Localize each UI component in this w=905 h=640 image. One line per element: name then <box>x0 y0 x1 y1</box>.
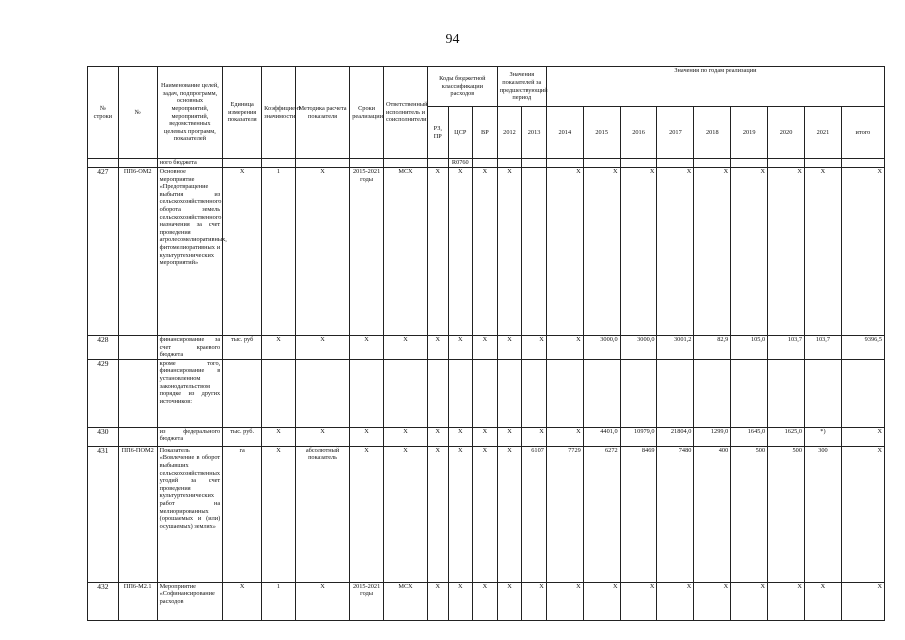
table-body <box>88 159 885 621</box>
cell-name: ного бюджета <box>157 159 223 168</box>
cell-y2021: X <box>804 582 841 620</box>
cell-y2020: 500 <box>768 446 805 582</box>
cell-y2019: 105,0 <box>731 336 768 360</box>
cell-num: 429 <box>88 359 119 427</box>
cell-y2020: X <box>768 168 805 336</box>
cell-name: из федерального бюджета <box>157 427 223 446</box>
header-period: Сроки реализации <box>350 67 384 159</box>
cell-y2019: X <box>731 168 768 336</box>
cell-y2014 <box>546 359 583 427</box>
cell-y2015 <box>583 359 620 427</box>
cell-y2019: 1645,0 <box>731 427 768 446</box>
cell-y2012: X <box>497 582 522 620</box>
header-vr: ВР <box>473 107 498 159</box>
cell-period: X <box>350 336 384 360</box>
cell-num: 428 <box>88 336 119 360</box>
cell-csr <box>448 359 473 427</box>
cell-code <box>118 336 157 360</box>
table-row <box>88 446 885 582</box>
cell-period <box>350 359 384 427</box>
cell-y2018: 1299,0 <box>694 427 731 446</box>
header-2016: 2016 <box>620 107 657 159</box>
cell-y2020: X <box>768 582 805 620</box>
cell-total: X <box>841 427 884 446</box>
cell-name: Мероприятие «Софинансирование расходов <box>157 582 223 620</box>
cell-y2012: X <box>497 168 522 336</box>
cell-y2014: X <box>546 336 583 360</box>
cell-rz: X <box>428 336 448 360</box>
header-2015: 2015 <box>583 107 620 159</box>
cell-total: X <box>841 582 884 620</box>
cell-unit: тыс. руб <box>223 336 262 360</box>
table-row-continuation <box>88 159 885 168</box>
cell-rz <box>428 359 448 427</box>
cell-y2016 <box>620 359 657 427</box>
cell-total: 9396,5 <box>841 336 884 360</box>
cell-y2021: X <box>804 168 841 336</box>
cell-csr: X <box>448 446 473 582</box>
cell-y2019: X <box>731 582 768 620</box>
cell-y2018 <box>694 359 731 427</box>
cell-resp <box>383 359 427 427</box>
cell-y2017: X <box>657 168 694 336</box>
page-number: 94 <box>445 32 460 47</box>
cell-rz: X <box>428 168 448 336</box>
cell-period: 2015-2021 годы <box>350 168 384 336</box>
cell-resp: X <box>383 427 427 446</box>
cell-resp: МСХ <box>383 168 427 336</box>
cell-code: ПП6-ПОМ2 <box>118 446 157 582</box>
cell-y2017: X <box>657 582 694 620</box>
cell-y2012: X <box>497 336 522 360</box>
cell-unit: тыс. руб. <box>223 427 262 446</box>
cell-y2018: 82,9 <box>694 336 731 360</box>
cell-method: X <box>295 168 349 336</box>
header-prev: Значения показателей за предшествующий период <box>497 67 546 107</box>
cell-csr: X <box>448 582 473 620</box>
cell-vr <box>473 359 498 427</box>
cell-y2015: 4401,0 <box>583 427 620 446</box>
cell-y2018: 400 <box>694 446 731 582</box>
cell-method: X <box>295 336 349 360</box>
cell-y2015: X <box>583 168 620 336</box>
cell-csr: R0760 <box>448 159 473 168</box>
table-header <box>88 67 885 159</box>
cell-coef: X <box>262 427 296 446</box>
cell-num: 427 <box>88 168 119 336</box>
cell-y2013 <box>522 359 547 427</box>
cell-y2014: 7729 <box>546 446 583 582</box>
cell-num: 431 <box>88 446 119 582</box>
cell-y2020: 1625,0 <box>768 427 805 446</box>
header-2019: 2019 <box>731 107 768 159</box>
cell-period: X <box>350 427 384 446</box>
cell-unit: X <box>223 168 262 336</box>
cell-y2018: X <box>694 168 731 336</box>
cell-code: ПП6-М2.1 <box>118 582 157 620</box>
cell-name: Основное мероприятие «Предотвращение выбытия из сельскохозяйственного оборота земель сельскохозяйственного назначения за счет проведения агролесомелиоративных, фитомелиоративных и культуртехнических мероприятий» <box>157 168 223 336</box>
header-2018: 2018 <box>694 107 731 159</box>
cell-y2019: 500 <box>731 446 768 582</box>
cell-vr: X <box>473 336 498 360</box>
cell-y2015: 6272 <box>583 446 620 582</box>
cell-coef: X <box>262 336 296 360</box>
cell-y2014: X <box>546 168 583 336</box>
cell-method: X <box>295 427 349 446</box>
cell-code <box>118 427 157 446</box>
header-total: итого <box>841 107 884 159</box>
header-row-no: № строки <box>88 67 119 159</box>
cell-y2020 <box>768 359 805 427</box>
cell-y2013: X <box>522 582 547 620</box>
cell-y2013: X <box>522 427 547 446</box>
header-2013: 2013 <box>522 107 547 159</box>
cell-rz: X <box>428 446 448 582</box>
cell-unit: га <box>223 446 262 582</box>
cell-y2013: X <box>522 336 547 360</box>
cell-name: Показатель «Вовлечение в оборот выбывших сельскохозяйственных угодий за счет проведения культуртехнических работ на мелиорированных (орошаемых и (или) осушаемых) землях» <box>157 446 223 582</box>
cell-code: ПП6-ОМ2 <box>118 168 157 336</box>
cell-y2014: X <box>546 427 583 446</box>
cell-coef <box>262 359 296 427</box>
table-row <box>88 582 885 620</box>
cell-num: 432 <box>88 582 119 620</box>
header-2021: 2021 <box>804 107 841 159</box>
cell-y2015: X <box>583 582 620 620</box>
cell-method <box>295 359 349 427</box>
header-unit: Единица измерения показателя <box>223 67 262 159</box>
cell-csr: X <box>448 168 473 336</box>
cell-y2016: X <box>620 168 657 336</box>
cell-num: 430 <box>88 427 119 446</box>
cell-vr: X <box>473 427 498 446</box>
cell-y2016: 10979,0 <box>620 427 657 446</box>
cell-y2017 <box>657 359 694 427</box>
cell-y2015: 3000,0 <box>583 336 620 360</box>
cell-resp: X <box>383 446 427 582</box>
table-row <box>88 359 885 427</box>
header-resp: Ответственный исполнитель и соисполнители <box>383 67 427 159</box>
header-coef: Коэффициент значимости <box>262 67 296 159</box>
cell-y2020: 103,7 <box>768 336 805 360</box>
cell-y2018: X <box>694 582 731 620</box>
cell-rz: X <box>428 582 448 620</box>
table-row <box>88 168 885 336</box>
header-method: Методика расчета показателя <box>295 67 349 159</box>
cell-y2021: *) <box>804 427 841 446</box>
cell-y2017: 3001,2 <box>657 336 694 360</box>
cell-unit: X <box>223 582 262 620</box>
cell-vr: X <box>473 582 498 620</box>
cell-vr: X <box>473 168 498 336</box>
cell-y2016: 3000,0 <box>620 336 657 360</box>
header-2017: 2017 <box>657 107 694 159</box>
header-code: № <box>118 67 157 159</box>
cell-y2021 <box>804 359 841 427</box>
header-name: Наименование целей, задач, подпрограмм, основных мероприятий, мероприятий, ведомственных целевых программ, показателей <box>157 67 223 159</box>
cell-code <box>118 359 157 427</box>
header-2014: 2014 <box>546 107 583 159</box>
cell-y2012: X <box>497 427 522 446</box>
cell-csr: X <box>448 427 473 446</box>
cell-total: X <box>841 168 884 336</box>
cell-y2021: 103,7 <box>804 336 841 360</box>
cell-coef: 1 <box>262 168 296 336</box>
cell-y2013: 6107 <box>522 446 547 582</box>
cell-vr: X <box>473 446 498 582</box>
cell-total: X <box>841 446 884 582</box>
header-2020: 2020 <box>768 107 805 159</box>
cell-y2016: X <box>620 582 657 620</box>
cell-resp: МСХ <box>383 582 427 620</box>
cell-name: кроме того, финансирование в установленном законодательством порядке из других источников: <box>157 359 223 427</box>
cell-y2017: 7480 <box>657 446 694 582</box>
table-row <box>88 427 885 446</box>
cell-method: X <box>295 582 349 620</box>
table-row <box>88 336 885 360</box>
cell-period: X <box>350 446 384 582</box>
cell-y2021: 300 <box>804 446 841 582</box>
cell-y2013 <box>522 168 547 336</box>
header-2012: 2012 <box>497 107 522 159</box>
cell-y2012 <box>497 359 522 427</box>
header-years: Значения по годам реализации <box>546 67 884 107</box>
cell-rz: X <box>428 427 448 446</box>
header-csr: ЦСР <box>448 107 473 159</box>
cell-coef: 1 <box>262 582 296 620</box>
header-rz: РЗ, ПР <box>428 107 448 159</box>
cell-period: 2015-2021 годы <box>350 582 384 620</box>
cell-csr: X <box>448 336 473 360</box>
cell-coef: X <box>262 446 296 582</box>
cell-unit <box>223 359 262 427</box>
cell-method: абсолютный показатель <box>295 446 349 582</box>
header-budget: Коды бюджетной классификации расходов <box>428 67 498 107</box>
cell-y2017: 21804,0 <box>657 427 694 446</box>
cell-y2014: X <box>546 582 583 620</box>
cell-name: финансирование за счет краевого бюджета <box>157 336 223 360</box>
cell-y2012: X <box>497 446 522 582</box>
indicator-table <box>87 66 885 621</box>
cell-y2016: 8469 <box>620 446 657 582</box>
cell-resp: X <box>383 336 427 360</box>
cell-total <box>841 359 884 427</box>
cell-y2019 <box>731 359 768 427</box>
